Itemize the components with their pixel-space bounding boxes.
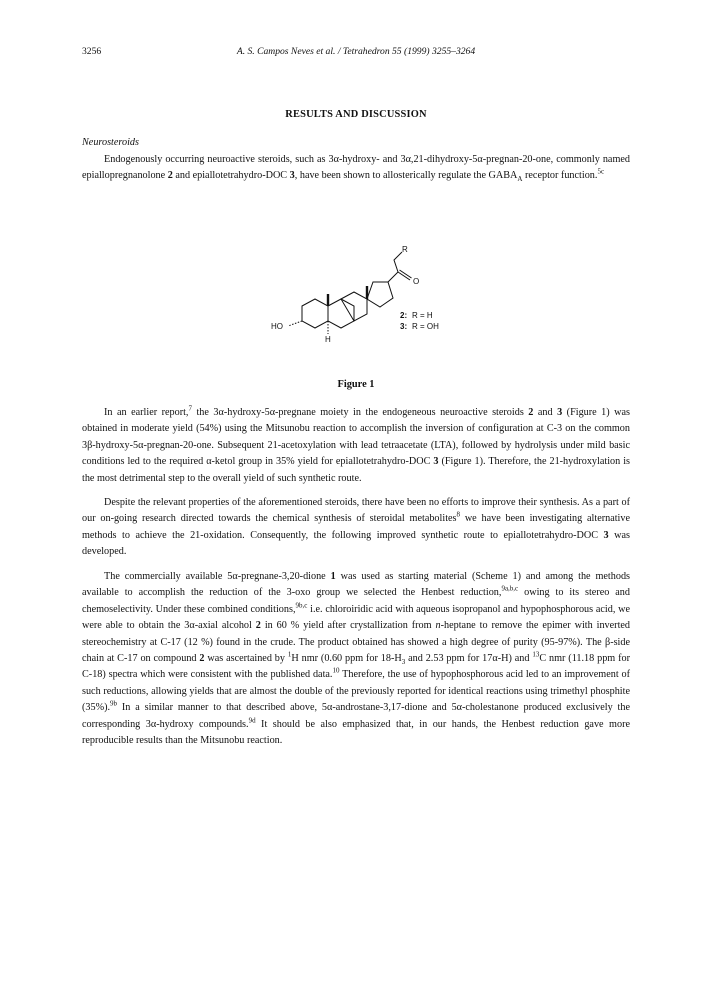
compound-number: 3 [289,170,295,182]
compound-number: 2 [199,653,205,665]
reference: 9b [110,699,118,708]
text-run: In an earlier report, [104,407,189,418]
reference: 5c [597,168,605,177]
text-run: C nmr (11.18 ppm for C-18) spectra which were consistent with the published data. [82,653,630,681]
text-run: (Figure 1) was obtained in moderate yield (54%) using the Mitsunobu reaction to accomplish the inversion of configuration at C-3 on the common 3β-hydroxy-5α-pregnan-20-one. Subsequent 21-acetoxylation with lead tetraacetate (LTA), followed by hydrolysis under mild basic conditions led to the required α-ketol group in 35% yield for epiallotetrahydro-DOC [82,407,630,468]
subscript: A [517,175,523,184]
legend-compound-3: R = OH [412,322,439,331]
text-run: Despite the relevant properties of the aforementioned steroids, there have been no efforts to improve their synthesis. As a part of our on-going research directed towards the chemical synthesis of steroidal metabolites [82,497,630,525]
text-run: and [533,407,558,418]
text-run: It should be also emphasized that, in our hands, the Henbest reduction gave more reproducible results than the Mitsunobu reaction. [82,718,630,747]
h-label: H [325,335,331,344]
text-run: was ascertained by [204,653,288,665]
legend-compound-2-number: 2: [400,311,408,320]
text-run: In a similar manner to that described above, 5α-androstane-3,17-dione and 5α-cholestanone produced exclusively the corresponding 3α-hydroxy compounds. [82,702,630,730]
text-run: and epiallotetrahydro-DOC [172,170,290,182]
text-run: , have been shown to allosterically regulate the GABA [294,170,518,182]
running-title: A. S. Campos Neves et al. / Tetrahedron 55 (1999) 3255–3264 [236,46,476,57]
subscript: 3 [401,658,406,667]
reference: 9b,c [295,601,308,610]
reference: 9d [248,716,256,725]
subsection-heading: Neurosteroids [82,137,139,148]
text-run: was used as starting material (Scheme 1) and among the methods available to accomplish the reduction of the 3-oxo group we selected the Henbest reduction, [82,571,630,599]
reference: 10 [332,667,340,676]
text-run: H nmr (0.60 ppm for 18-H [291,653,402,665]
compound-number: 3 [603,529,609,541]
compound-number: 2 [255,620,261,632]
figure-caption: Figure 1 [337,379,375,390]
reference: 9a,b,c [501,585,519,594]
paragraph-earlier-report [82,405,630,487]
oh3-bond [288,321,302,326]
text-run: (Figure 1). Therefore, the 21-hydroxylation is the most detrimental step to the overall yield of such synthetic route. [82,456,631,484]
page-header [82,46,630,60]
reference: 8 [456,511,461,520]
text-run: owing to its stereo and chemoselectivity. Under these combined conditions, [82,587,630,615]
page-number: 3256 [82,46,102,57]
legend-compound-2: R = H [412,311,433,320]
ring-bonds [302,252,412,328]
text-run: -heptane to remove the epimer with inverted stereochemistry at C-17 (12 %) found in the crude. The product obtained has showed a high degree of purity (95-97%). The β-side chain at C-17 on compound [82,620,631,665]
text-run: the 3α-hydroxy-5α-pregnane moiety in the endogeneous neuroactive steroids [191,407,529,418]
ho-label: HO [271,322,283,331]
compound-number: 3 [557,407,563,418]
compound-number: 3 [433,456,439,468]
compound-number: 2 [528,407,534,418]
paragraph-neurosteroids [82,152,630,185]
text-run: was developed. [82,529,631,558]
compound-number: 1 [330,571,336,582]
text-run: Endogenously occurring neuroactive steroids, such as 3α-hydroxy- and 3α,21-dihydroxy-5α-pregnan-20-one, commonly named epiallopregnanolone [82,154,630,182]
reference: 7 [188,404,192,413]
text-run: we have been investigating alternative methods to achieve the 21-oxidation. Consequently, the following improved synthetic route to epiallotetrahydro-DOC [82,513,630,541]
text-run: receptor function. [522,170,598,182]
isotope-superscript: 13 [532,650,540,659]
text-run: and 2.53 ppm for 17α-H) and [405,653,533,665]
compound-number: 2 [167,170,173,182]
italic-text: n [435,620,441,632]
steroid-skeleton-drawing [250,244,470,356]
paragraph-improvement [82,495,630,561]
isotope-superscript: 1 [287,650,292,659]
text-run: Therefore, the use of hypophosphorous acid led to an improvement of such reductions, allowing yields that are almost the double of the previously reported for identical reactions using trimethyl phosphite (35%). [82,669,630,714]
o-label: O [413,277,420,286]
text-run: The commercially available 5α-pregnane-3,20-dione [104,571,331,582]
section-heading: RESULTS AND DISCUSSION [285,109,427,120]
legend-compound-3-number: 3: [400,322,408,331]
text-run: in 60 % yield after crystallization from [260,620,436,632]
steroid-structure-figure [250,244,470,356]
r-label: R [402,245,408,254]
text-run: i.e. chloroiridic acid with aqueous isopropanol and hypophosphorous acid, we were able to obtain the 3α-axial alcohol [82,603,630,632]
paragraph-henbest-reduction [82,569,630,749]
